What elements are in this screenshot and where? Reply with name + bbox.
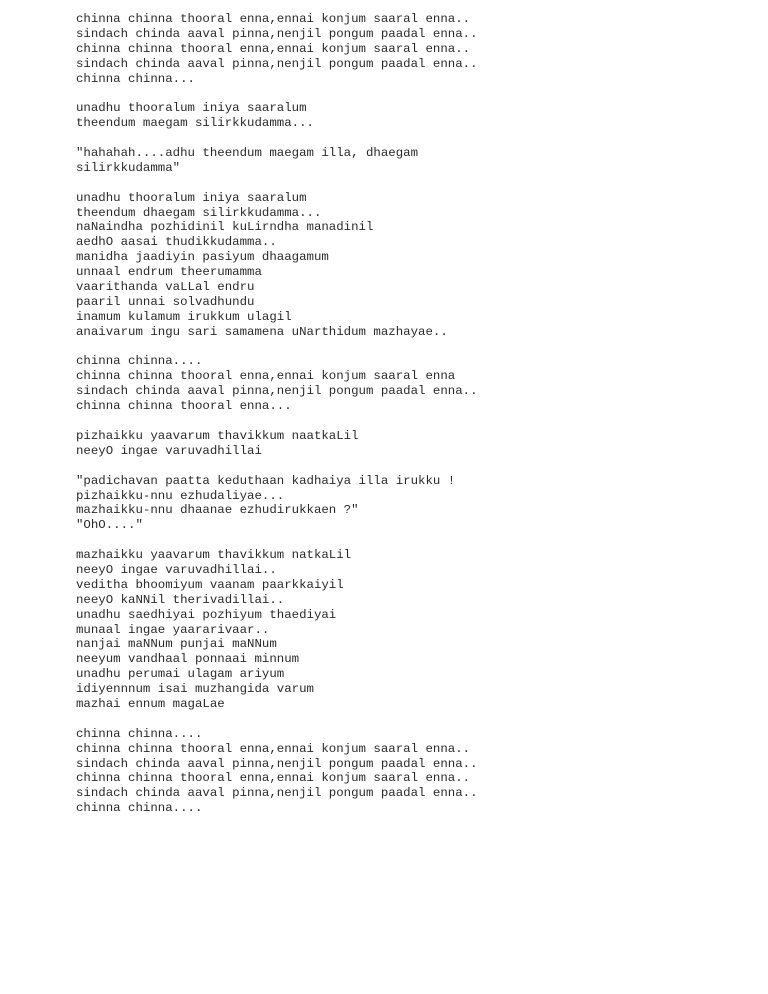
lyrics-line: mazhaikku-nnu dhaanae ezhudirukkaen ?"	[76, 503, 359, 518]
lyrics-line: idiyennnum isai muzhangida varum	[76, 682, 314, 697]
lyrics-line: unadhu perumai ulagam ariyum	[76, 667, 285, 682]
lyrics-line: silirkkudamma"	[76, 160, 181, 175]
lyrics-stanza	[76, 474, 748, 534]
lyrics-line: unnaal endrum theerumamma	[76, 265, 262, 280]
lyrics-stanza	[76, 727, 748, 816]
lyrics-line: "OhO...."	[76, 518, 143, 533]
lyrics-line: pizhaikku yaavarum thavikkum naatkaLil	[76, 428, 359, 443]
lyrics-document	[76, 12, 748, 994]
lyrics-line: sindach chinda aaval pinna,nenjil pongum paadal enna..	[76, 384, 478, 399]
lyrics-line: neeyum vandhaal ponnaai minnum	[76, 652, 300, 667]
lyrics-stanza	[76, 354, 748, 414]
lyrics-line: theendum maegam silirkkudamma...	[76, 116, 314, 131]
lyrics-line: chinna chinna....	[76, 801, 203, 816]
lyrics-line: sindach chinda aaval pinna,nenjil pongum paadal enna..	[76, 26, 478, 41]
lyrics-line: nanjai maNNum punjai maNNum	[76, 637, 277, 652]
lyrics-line: neeyO ingae varuvadhillai	[76, 443, 262, 458]
lyrics-line: sindach chinda aaval pinna,nenjil pongum paadal enna..	[76, 786, 478, 801]
lyrics-line: unadhu saedhiyai pozhiyum thaediyai	[76, 607, 337, 622]
lyrics-line: neeyO ingae varuvadhillai..	[76, 562, 277, 577]
lyrics-line: pizhaikku-nnu ezhudaliyae...	[76, 488, 285, 503]
lyrics-line: sindach chinda aaval pinna,nenjil pongum paadal enna..	[76, 756, 478, 771]
lyrics-line: aedhO aasai thudikkudamma..	[76, 235, 277, 250]
lyrics-line: chinna chinna thooral enna,ennai konjum saaral enna..	[76, 41, 471, 56]
lyrics-line: chinna chinna...	[76, 71, 195, 86]
lyrics-line: unadhu thooralum iniya saaralum	[76, 101, 307, 116]
lyrics-line: manidha jaadiyin pasiyum dhaagamum	[76, 250, 329, 265]
lyrics-line: chinna chinna thooral enna,ennai konjum saaral enna	[76, 369, 456, 384]
lyrics-line: munaal ingae yaararivaar..	[76, 622, 270, 637]
lyrics-line: chinna chinna thooral enna,ennai konjum saaral enna..	[76, 741, 471, 756]
lyrics-stanza	[76, 146, 748, 176]
lyrics-line: chinna chinna thooral enna,ennai konjum saaral enna..	[76, 771, 471, 786]
lyrics-line: "hahahah....adhu theendum maegam illa, dhaegam	[76, 146, 419, 161]
lyrics-line: naNaindha pozhidinil kuLirndha manadinil	[76, 220, 374, 235]
lyrics-line: "padichavan paatta keduthaan kadhaiya illa irukku !	[76, 473, 456, 488]
lyrics-line: mazhaikku yaavarum thavikkum natkaLil	[76, 548, 352, 563]
lyrics-line: chinna chinna....	[76, 354, 203, 369]
lyrics-line: paaril unnai solvadhundu	[76, 294, 255, 309]
lyrics-line: vaarithanda vaLLal endru	[76, 280, 255, 295]
lyrics-line: chinna chinna thooral enna,ennai konjum saaral enna..	[76, 12, 471, 26]
lyrics-stanza	[76, 101, 748, 131]
lyrics-line: chinna chinna thooral enna...	[76, 399, 292, 414]
lyrics-line: theendum dhaegam silirkkudamma...	[76, 205, 322, 220]
lyrics-stanza	[76, 12, 748, 86]
lyrics-line: mazhai ennum magaLae	[76, 696, 225, 711]
lyrics-line: chinna chinna....	[76, 726, 203, 741]
lyrics-stanza	[76, 429, 748, 459]
lyrics-line: unadhu thooralum iniya saaralum	[76, 190, 307, 205]
lyrics-stanza	[76, 548, 748, 712]
lyrics-stanza	[76, 191, 748, 340]
lyrics-line: inamum kulamum irukkum ulagil	[76, 309, 292, 324]
lyrics-line: anaivarum ingu sari samamena uNarthidum mazhayae..	[76, 324, 448, 339]
lyrics-line: sindach chinda aaval pinna,nenjil pongum paadal enna..	[76, 56, 478, 71]
lyrics-line: neeyO kaNNil therivadillai..	[76, 592, 285, 607]
lyrics-line: veditha bhoomiyum vaanam paarkkaiyil	[76, 577, 344, 592]
